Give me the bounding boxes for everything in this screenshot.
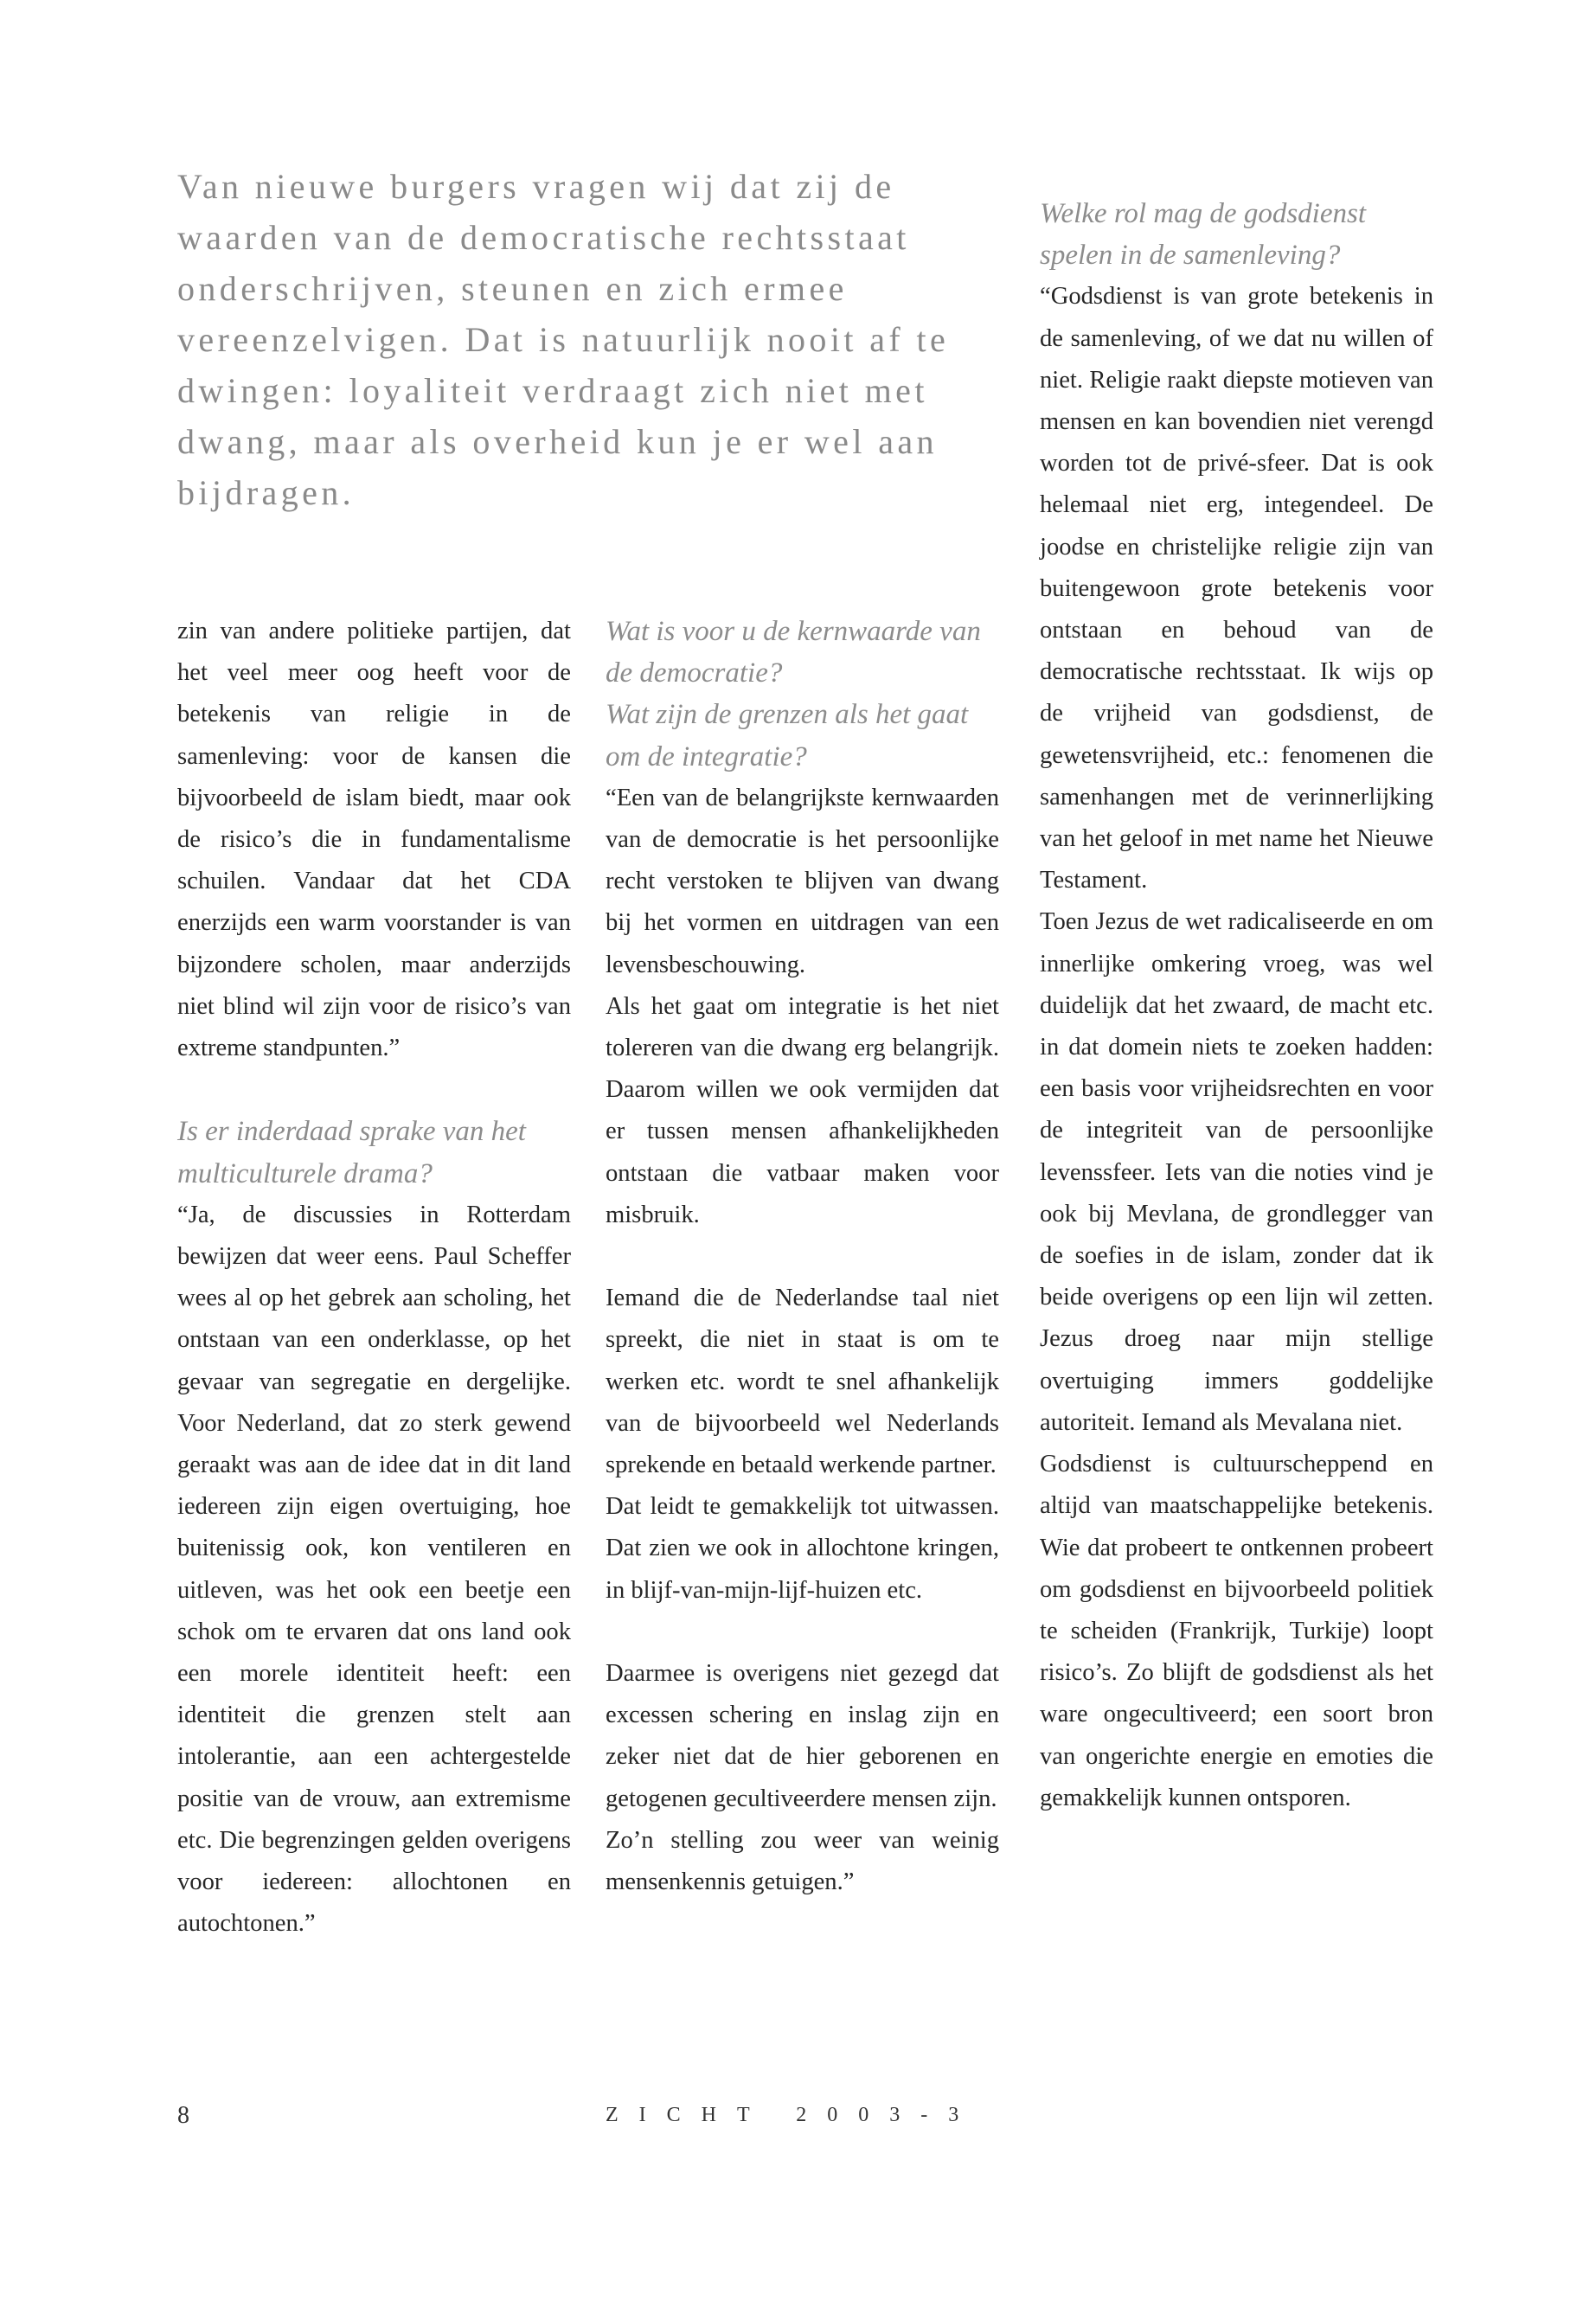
- paragraph: Iemand die de Nederlandse taal niet spreekt, die niet in staat is om te werken etc. wordt te snel afhankelijk van de bijvoorbeeld wel Nederlands sprekende en betaald werkende partner.: [606, 1285, 999, 1479]
- paragraph: Godsdienst is cultuurscheppend en altijd van maatschappelijke betekenis. Wie dat probeert te ontkennen probeert om godsdienst en bijvoorbeeld politiek te scheiden (Frankrijk, Turkije) loopt risico’s. Zo blijft de godsdienst als het ware ongecultiveerd; een soort bron van ongerichte energie en emoties die gemakkelijk kunnen ontsporen.: [1040, 1451, 1433, 1811]
- pull-quote: Van nieuwe burgers vragen wij dat zij de waarden van de democratische rechtsstaat onderschrijven, steunen en zich ermee vereenzelvigen. Dat is natuurlijk nooit af te dwingen: loyaliteit verdraagt zich niet met dwang, maar als overheid kun je er wel aan bijdragen.: [177, 167, 950, 512]
- question-heading: Is er inderdaad sprake van het multiculturele drama?: [177, 1116, 526, 1189]
- question-heading: Welke rol mag de godsdienst spelen in de samenleving?: [1040, 198, 1367, 272]
- column-2: [606, 611, 999, 1903]
- question-heading: Wat is voor u de kernwaarde van de democratie?: [606, 616, 981, 689]
- paragraph: Toen Jezus de wet radicaliseerde en om innerlijke omkering vroeg, was wel duidelijk dat het zwaard, de macht etc. in dat domein niets te zoeken hadden: een basis voor vrijheidsrechten en voor de integriteit van de persoonlijke levenssfeer. Iets van die noties vind je ook bij Mevlana, de grondlegger van de soefies in de islam, zonder dat ik beide overigens op een lijn wil zetten. Jezus droeg naar mijn stellige overtuiging immers goddelijke autoriteit. Iemand als Mevalana niet.: [1040, 908, 1433, 1436]
- paragraph: Dat leidt te gemakkelijk tot uitwassen. Dat zien we ook in allochtone kringen, in blijf-van-mijn-lijf-huizen etc.: [606, 1493, 999, 1604]
- paragraph: “Ja, de discussies in Rotterdam bewijzen dat weer eens. Paul Scheffer wees al op het gebrek aan scholing, het ontstaan van een onderklasse, op het gevaar van segregatie en dergelijke. Voor Nederland, dat zo sterk gewend geraakt was aan de idee dat in dit land iedereen zijn eigen overtuiging, hoe buitenissig ook, kon ventileren en uitleven, was het ook een beetje een schok om te ervaren dat ons land ook een morele identiteit heeft: een identiteit die grenzen stelt aan intolerantie, aan een achtergestelde positie van de vrouw, aan extremisme etc. Die begrenzingen gelden overigens voor iedereen: allochtonen en autochtonen.”: [177, 1201, 571, 1938]
- column-1: [177, 611, 571, 1945]
- paragraph: “Een van de belangrijkste kernwaarden van de democratie is het persoonlijke recht verstoken te blijven van dwang bij het vormen en uitdragen van een levensbeschouwing.: [606, 784, 999, 978]
- publication-title: ZICHT 2003-3: [606, 2104, 980, 2126]
- paragraph: Als het gaat om integratie is het niet tolereren van die dwang erg belangrijk. Daarom willen we ook vermijden dat er tussen mensen afhankelijkheden ontstaan die vatbaar maken voor misbruik.: [606, 992, 999, 1228]
- question-heading: Wat zijn de grenzen als het gaat om de integratie?: [606, 699, 969, 772]
- paragraph: Zo’n stelling zou weer van weinig mensenkennis getuigen.”: [606, 1826, 999, 1896]
- paragraph: zin van andere politieke partijen, dat het veel meer oog heeft voor de betekenis van religie in de samenleving: voor de kansen die bijvoorbeeld de islam biedt, maar ook de risico’s die in fundamentalisme schuilen. Vandaar dat het CDA enerzijds een warm voorstander is van bijzondere scholen, maar anderzijds niet blind wil zijn voor de risico’s van extreme standpunten.”: [177, 618, 571, 1062]
- paragraph: Daarmee is overigens niet gezegd dat excessen schering en inslag zijn en zeker niet dat de hier geborenen en getogenen gecultiveerdere mensen zijn.: [606, 1660, 999, 1812]
- paragraph: “Godsdienst is van grote betekenis in de samenleving, of we dat nu willen of niet. Religie raakt diepste motieven van mensen en kan bovendien niet verengd worden tot de privé-sfeer. Dat is ook helemaal niet erg, integendeel. De joodse en christelijke religie zijn van buitengewoon grote betekenis voor ontstaan en behoud van de democratische rechtsstaat. Ik wijs op de vrijheid van godsdienst, de gewetensvrijheid, etc.: fenomenen die samenhangen met de verinnerlijking van het geloof in met name het Nieuwe Testament.: [1040, 283, 1433, 894]
- page-number: 8: [177, 2102, 189, 2129]
- column-3: [1040, 193, 1433, 1819]
